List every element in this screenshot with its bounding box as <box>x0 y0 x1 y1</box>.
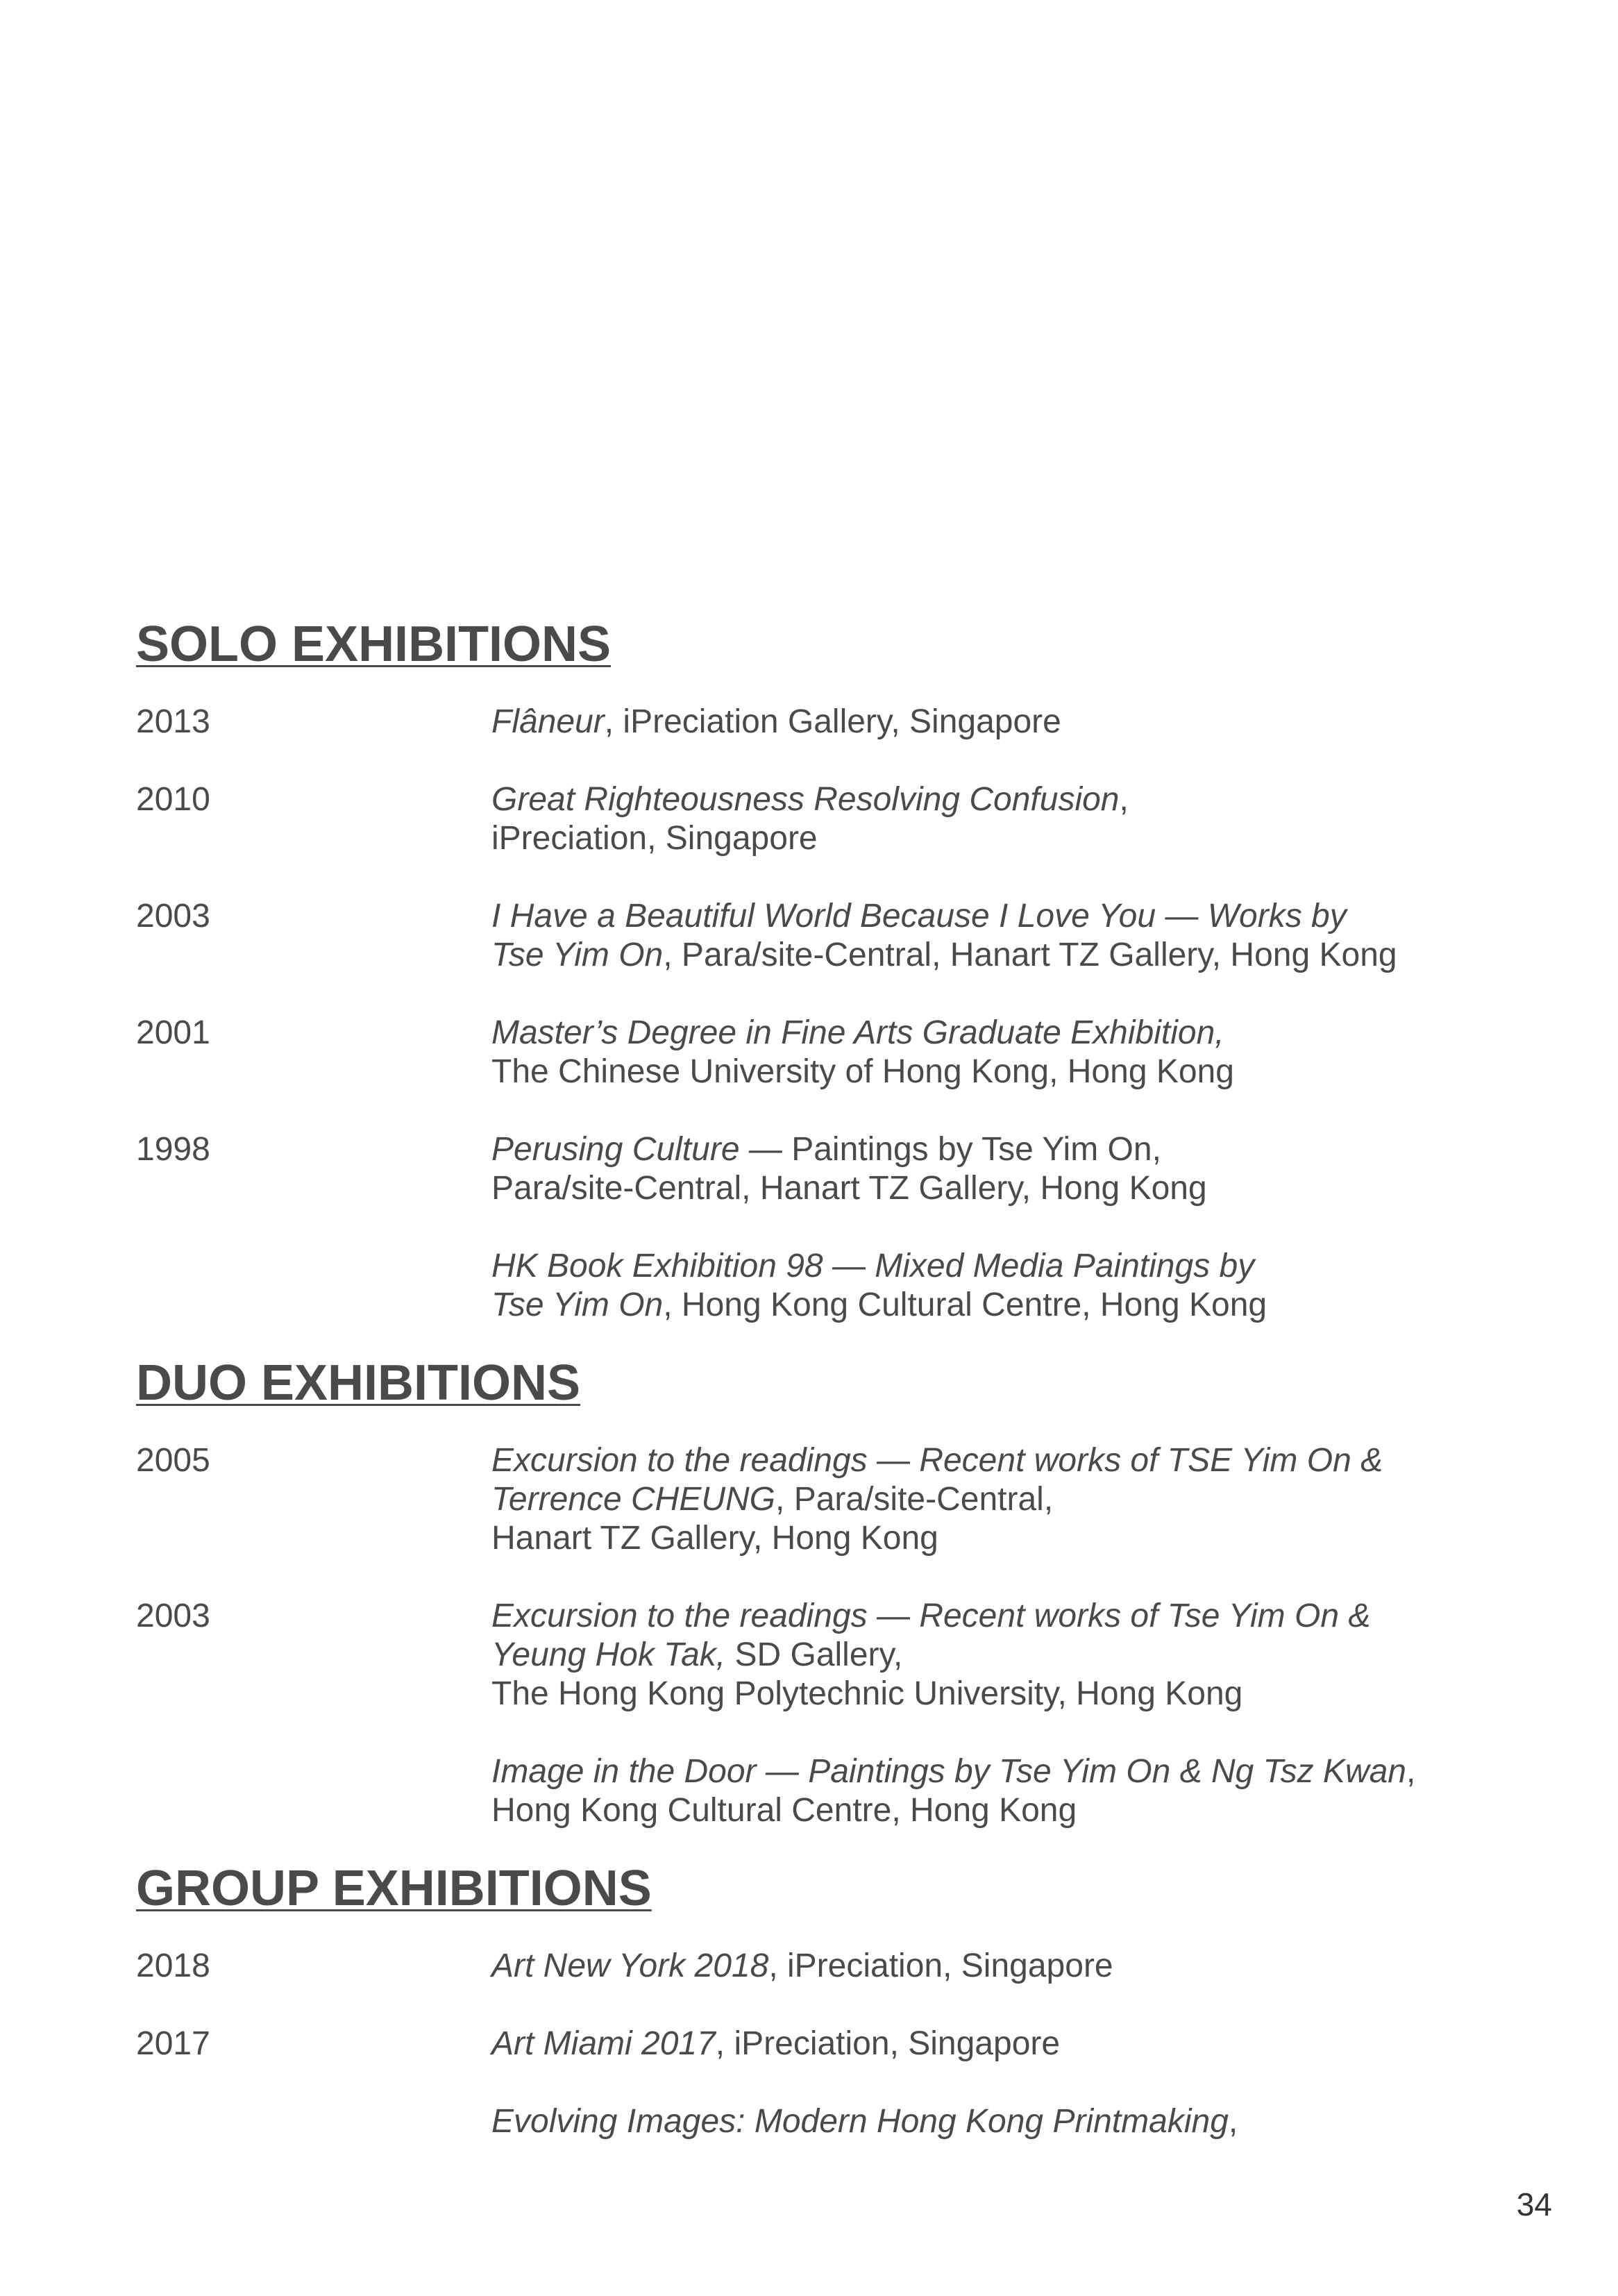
exhibition-venue-text: Para/site-Central, Hanart TZ Gallery, Hong Kong <box>491 1170 1207 1207</box>
exhibition-entry <box>136 1247 1497 1325</box>
exhibition-venue-text: , <box>1228 2103 1238 2140</box>
exhibition-year: 2013 <box>136 703 210 740</box>
exhibition-description-line <box>491 1247 1497 1286</box>
exhibition-entry <box>136 1441 1497 1558</box>
exhibition-title-text: HK Book Exhibition 98 <box>491 1248 823 1284</box>
duo-exhibitions-section <box>136 1355 1497 1830</box>
exhibition-year: 2003 <box>136 898 210 935</box>
exhibition-title-text: Master’s Degree in Fine Arts Graduate Exhibition, <box>491 1014 1224 1051</box>
exhibition-description <box>491 1247 1497 1325</box>
exhibition-venue-text: , Para/site-Central, <box>775 1481 1054 1518</box>
exhibition-description-line <box>491 1752 1497 1791</box>
exhibition-description-line <box>491 1675 1497 1713</box>
exhibition-description <box>491 1597 1497 1713</box>
exhibition-entry <box>136 1597 1497 1713</box>
exhibition-title-text: Mixed Media Paintings by <box>875 1248 1255 1284</box>
exhibition-venue-text: The Hong Kong Polytechnic University, Hong Kong <box>491 1675 1243 1712</box>
exhibition-year: 2003 <box>136 1598 210 1634</box>
exhibition-description <box>491 1441 1497 1558</box>
exhibition-year: 2010 <box>136 781 210 818</box>
exhibition-title-text: Art Miami 2017 <box>491 2025 716 2062</box>
group-exhibitions-list <box>136 1947 1497 2141</box>
exhibition-venue-text: Hanart TZ Gallery, Hong Kong <box>491 1520 938 1557</box>
exhibition-year: 2018 <box>136 1947 210 1984</box>
exhibition-description-line <box>491 936 1497 975</box>
exhibition-description-line <box>491 1014 1497 1053</box>
exhibition-description-line <box>491 1519 1497 1558</box>
exhibition-title-text: I Have a Beautiful World Because I Love You <box>491 898 1156 935</box>
exhibition-venue-text: — Paintings by Tse Yim On, <box>739 1131 1161 1168</box>
exhibition-description-line <box>491 819 1497 858</box>
cv-exhibitions-page <box>136 617 1497 2141</box>
exhibition-year: 1998 <box>136 1131 210 1168</box>
exhibition-venue-text: — <box>867 1598 920 1634</box>
page-number: 34 <box>1516 2186 1552 2222</box>
exhibition-title-text: Art New York 2018 <box>491 1947 769 1984</box>
exhibition-description <box>491 2102 1497 2141</box>
exhibition-venue-text: The Chinese University of Hong Kong, Hong Kong <box>491 1053 1234 1090</box>
exhibition-entry <box>136 897 1497 975</box>
exhibition-description-line <box>491 1053 1497 1091</box>
exhibition-venue-text: , iPreciation Gallery, Singapore <box>604 703 1061 740</box>
solo-exhibitions-heading: SOLO EXHIBITIONS <box>136 617 612 672</box>
exhibition-venue-text: , iPreciation, Singapore <box>715 2025 1061 2062</box>
exhibition-title-text: Image in the Door <box>491 1753 757 1790</box>
exhibition-entry <box>136 1947 1497 1986</box>
exhibition-title-text: Great Righteousness Resolving Confusion <box>491 781 1120 818</box>
exhibition-description <box>491 1130 1497 1208</box>
exhibition-venue-text: iPreciation, Singapore <box>491 820 818 857</box>
duo-exhibitions-heading: DUO EXHIBITIONS <box>136 1355 581 1411</box>
exhibition-entry <box>136 780 1497 858</box>
exhibition-description-line <box>491 1791 1497 1830</box>
exhibition-title-text: Terrence CHEUNG <box>491 1481 776 1518</box>
exhibition-venue-text: — <box>823 1248 875 1284</box>
duo-exhibitions-list <box>136 1441 1497 1830</box>
exhibition-year: 2017 <box>136 2025 210 2062</box>
exhibition-title-text: Recent works of TSE Yim On & <box>919 1442 1383 1479</box>
exhibition-venue-text: , Para/site-Central, Hanart TZ Gallery, Hong Kong <box>663 937 1397 973</box>
exhibition-description-line <box>491 1480 1497 1519</box>
exhibition-description-line <box>491 1441 1497 1480</box>
exhibition-description <box>491 703 1497 741</box>
exhibition-venue-text: — <box>867 1442 920 1479</box>
exhibition-year: 2001 <box>136 1014 210 1051</box>
exhibition-title-text: Excursion to the readings <box>491 1598 868 1634</box>
exhibition-description-line <box>491 780 1497 819</box>
exhibition-description <box>491 1752 1497 1830</box>
exhibition-entry <box>136 2025 1497 2063</box>
exhibition-venue-text: — <box>1156 898 1208 935</box>
exhibition-description <box>491 1014 1497 1091</box>
exhibition-venue-text: SD Gallery, <box>725 1636 903 1673</box>
exhibition-venue-text: Hong Kong Cultural Centre, Hong Kong <box>491 1792 1077 1829</box>
group-exhibitions-section <box>136 1861 1497 2141</box>
exhibition-description <box>491 780 1497 858</box>
exhibition-description-line <box>491 897 1497 936</box>
exhibition-title-text: Recent works of Tse Yim On & <box>919 1598 1371 1634</box>
exhibition-entry <box>136 1130 1497 1208</box>
exhibition-venue-text: , <box>1119 781 1129 818</box>
exhibition-year <box>136 1752 491 1830</box>
exhibition-description-line <box>491 1169 1497 1208</box>
solo-exhibitions-section <box>136 617 1497 1325</box>
exhibition-title-text: Paintings by Tse Yim On & Ng Tsz Kwan <box>808 1753 1406 1790</box>
exhibition-title-text: Yeung Hok Tak, <box>491 1636 726 1673</box>
solo-exhibitions-list <box>136 703 1497 1325</box>
exhibition-venue-text: , Hong Kong Cultural Centre, Hong Kong <box>663 1287 1267 1323</box>
exhibition-title-text: Perusing Culture <box>491 1131 740 1168</box>
exhibition-entry <box>136 1752 1497 1830</box>
group-exhibitions-heading: GROUP EXHIBITIONS <box>136 1861 652 1916</box>
exhibition-entry <box>136 2102 1497 2141</box>
exhibition-description-line <box>491 1130 1497 1169</box>
exhibition-venue-text: — <box>756 1753 809 1790</box>
exhibition-title-text: Excursion to the readings <box>491 1442 868 1479</box>
exhibition-title-text: Evolving Images: Modern Hong Kong Printmaking <box>491 2103 1229 2140</box>
exhibition-description-line <box>491 2025 1497 2063</box>
exhibition-title-text: Flâneur <box>491 703 605 740</box>
exhibition-description <box>491 897 1497 975</box>
exhibition-description-line <box>491 2102 1497 2141</box>
exhibition-year <box>136 1247 491 1325</box>
exhibition-description-line <box>491 1597 1497 1636</box>
exhibition-description-line <box>491 1636 1497 1675</box>
exhibition-venue-text: , <box>1406 1753 1416 1790</box>
exhibition-description <box>491 2025 1497 2063</box>
exhibition-year <box>136 2102 491 2141</box>
exhibition-venue-text: , iPreciation, Singapore <box>768 1947 1113 1984</box>
exhibition-description <box>491 1947 1497 1986</box>
exhibition-description-line <box>491 1286 1497 1325</box>
exhibition-title-text: Tse Yim On <box>491 937 664 973</box>
exhibition-title-text: Works by <box>1207 898 1347 935</box>
exhibition-entry <box>136 703 1497 741</box>
exhibition-description-line <box>491 1947 1497 1986</box>
exhibition-description-line <box>491 703 1497 741</box>
exhibition-title-text: Tse Yim On <box>491 1287 664 1323</box>
exhibition-year: 2005 <box>136 1442 210 1479</box>
exhibition-entry <box>136 1014 1497 1091</box>
